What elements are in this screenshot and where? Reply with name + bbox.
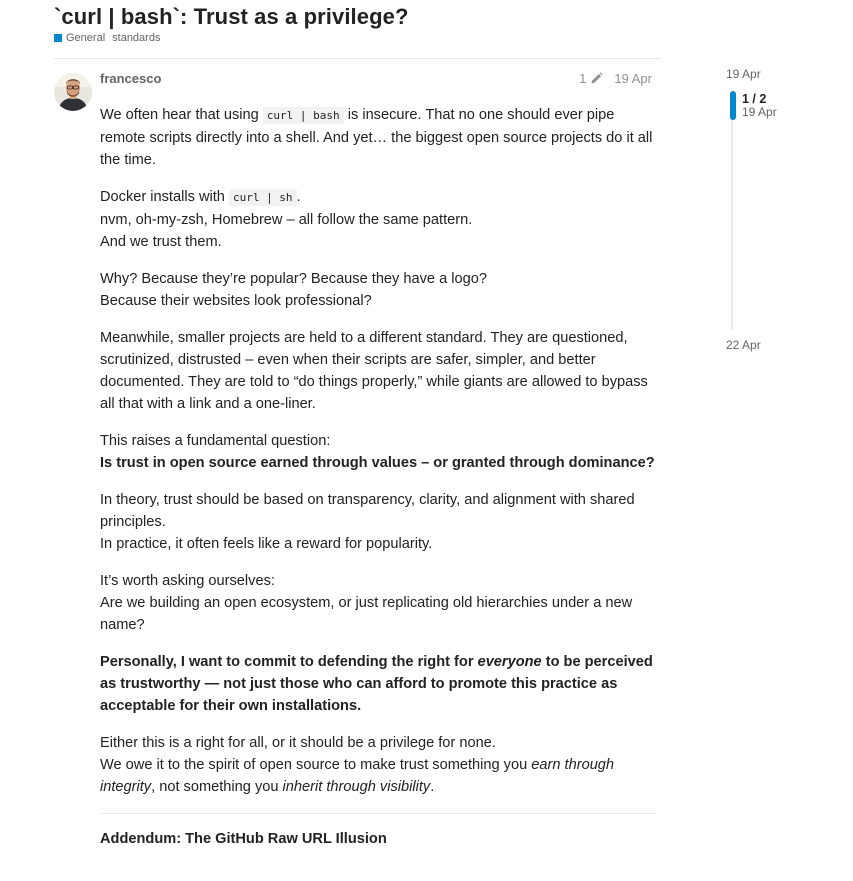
post-divider (100, 813, 656, 814)
timeline-handle[interactable] (730, 91, 736, 120)
timeline-start-date[interactable]: 19 Apr (726, 67, 761, 81)
avatar[interactable] (54, 73, 92, 111)
timeline-progress: 1 / 2 (742, 92, 767, 106)
paragraph-3: Why? Because they’re popular? Because they have a logo? Because their websites look professional? (100, 271, 487, 309)
paragraph-4: Meanwhile, smaller projects are held to a different standard. They are questioned, scrutinized, distrusted – even when their scripts are safer, simpler, and better documented. They are told to “do things properly,” while giants are allowed to bypass all that with a link and a one-liner. (100, 330, 648, 412)
timeline-current-date: 19 Apr (742, 105, 777, 119)
title-divider (54, 58, 661, 59)
paragraph-5: This raises a fundamental question: Is trust in open source earned through values – or granted through dominance? (100, 433, 655, 471)
category-color-badge (54, 34, 62, 42)
post-meta (579, 71, 652, 86)
paragraph-2: Docker installs with curl | sh . nvm, oh-my-zsh, Homebrew – all follow the same pattern. And we trust them. (100, 189, 473, 250)
key-question: Is trust in open source earned through values – or granted through dominance? (100, 455, 655, 471)
paragraph-1: We often hear that using curl | bash is insecure. That no one should ever pipe remote scripts directly into a shell. And yet… the biggest open source projects do it all the time. (100, 107, 653, 168)
user-avatar-icon (54, 73, 92, 111)
edit-count[interactable]: 1 (579, 71, 587, 86)
pencil-icon[interactable] (590, 72, 603, 85)
topic-tags (54, 31, 160, 45)
paragraph-9: Either this is a right for all, or it should be a privilege for none. We owe it to the spirit of open source to make trust something you earn through integrity, not something you inherit through visibility. (100, 735, 615, 795)
timeline-end-date[interactable]: 22 Apr (726, 338, 761, 352)
inline-code: curl | bash (263, 107, 344, 124)
inline-code: curl | sh (229, 189, 297, 206)
post-date[interactable]: 19 Apr (614, 71, 652, 86)
addendum-heading: Addendum: The GitHub Raw URL Illusion (100, 831, 387, 847)
paragraph-6: In theory, trust should be based on transparency, clarity, and alignment with shared principles. In practice, it often feels like a reward for popularity. (100, 492, 635, 552)
paragraph-7: It’s worth asking ourselves: Are we building an open ecosystem, or just replicating old hierarchies under a new name? (100, 573, 633, 633)
post-username[interactable]: francesco (100, 71, 162, 86)
tag-link[interactable]: standards (112, 32, 161, 44)
paragraph-8: Personally, I want to commit to defending the right for everyone to be perceived as trustworthy — not just those who can afford to promote this practice as acceptable for their own installations. (100, 654, 653, 714)
post-body (100, 104, 656, 850)
timeline-scrollbar[interactable] (731, 92, 733, 330)
topic-title[interactable]: `curl | bash`: Trust as a privilege? (54, 4, 409, 29)
category-link[interactable]: General (66, 32, 106, 44)
